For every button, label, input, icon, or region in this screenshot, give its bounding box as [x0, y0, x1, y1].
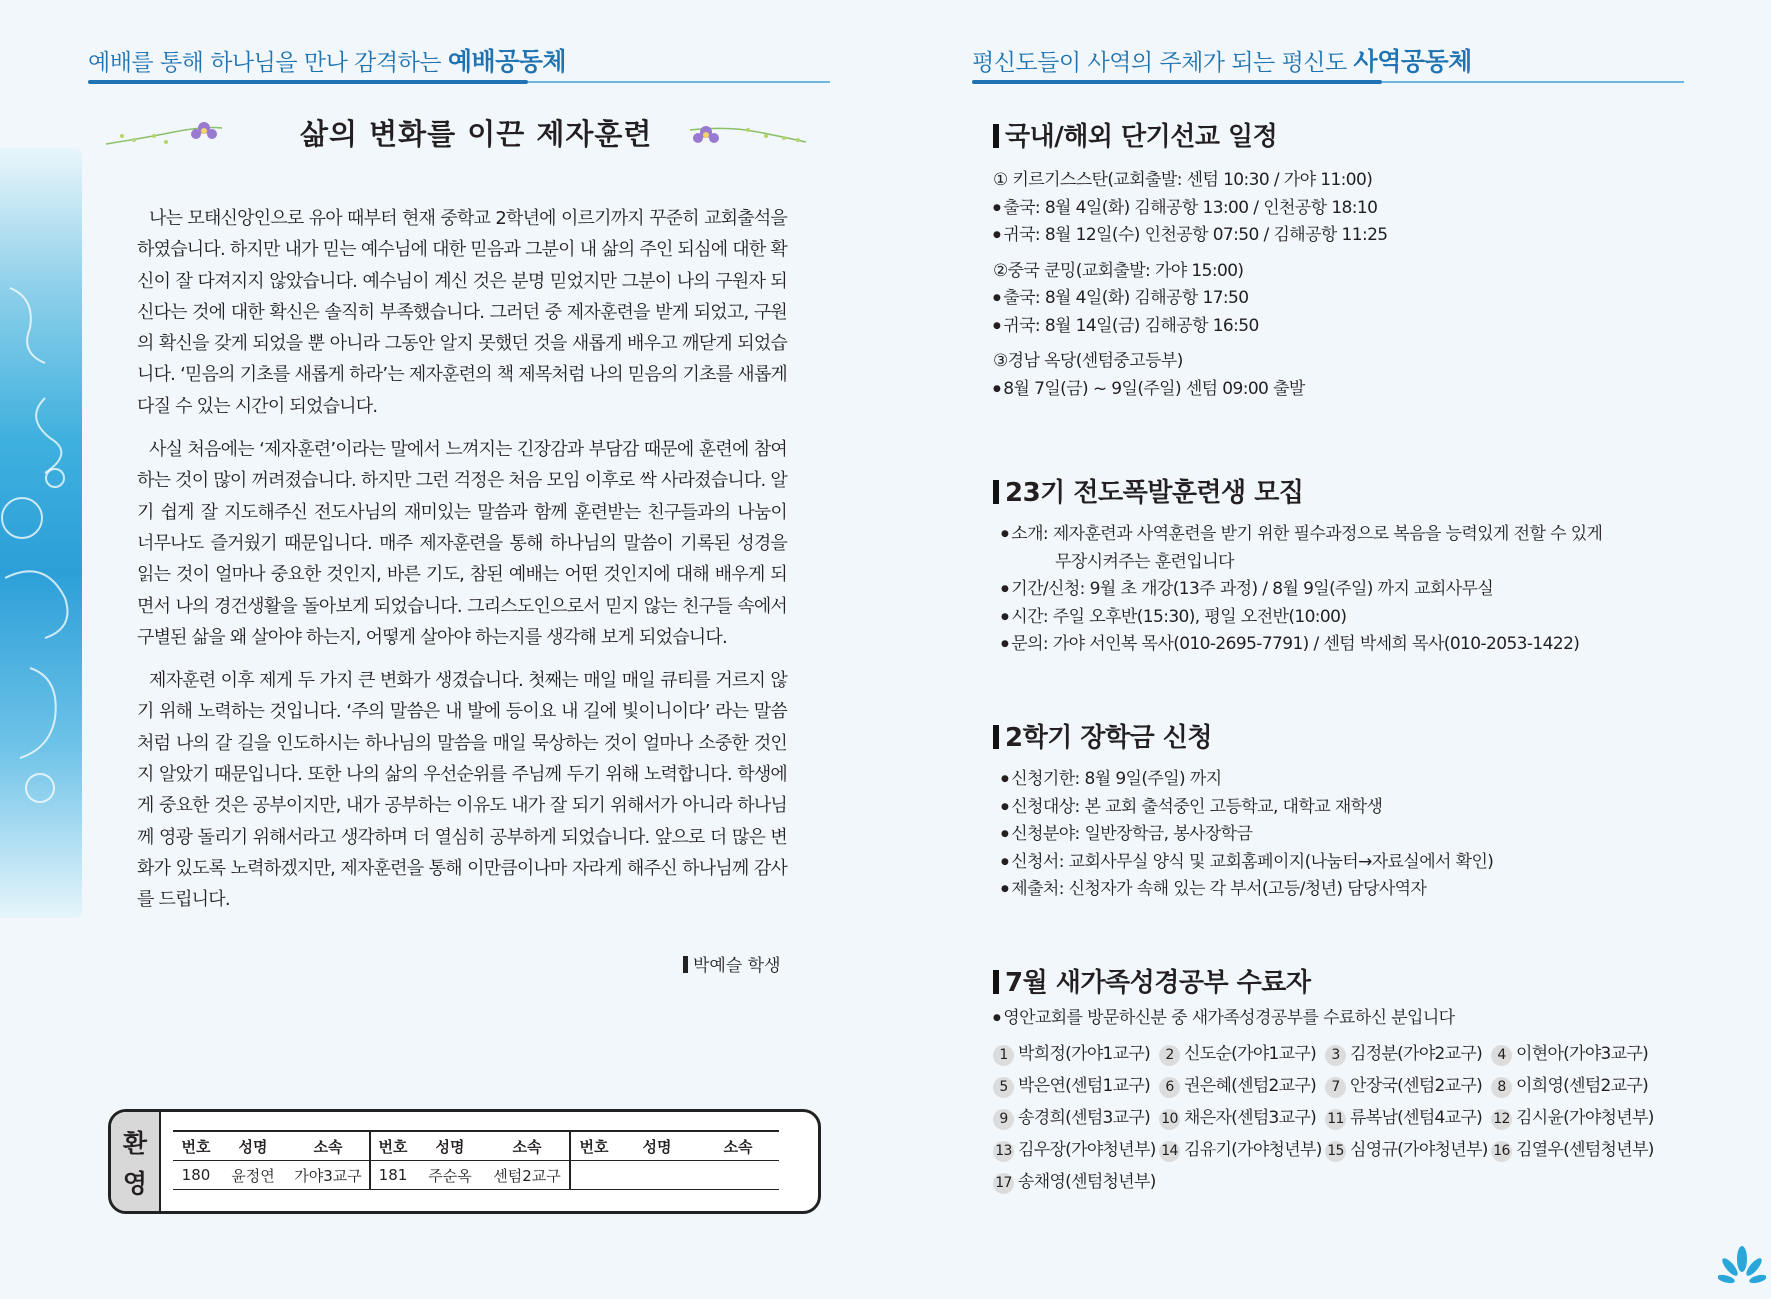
scholarship-item: ● 신청분야: 일반장학금, 봉사장학금 [993, 821, 1493, 849]
section-title: 7월 새가족성경공부 수료자 [993, 962, 1454, 999]
right-header-text: 평신도들이 사역의 주체가 되는 평신도 [972, 50, 1347, 76]
column-header: 성명 [219, 1131, 287, 1161]
right-header-bold: 사역공동체 [1353, 47, 1472, 76]
graduate-name: 김시윤(가야청년부) [1516, 1108, 1654, 1128]
evangelism-recruit-section [993, 472, 1602, 659]
graduate-name: 김유기(가야청년부) [1184, 1140, 1322, 1160]
section-title: 국내/해외 단기선교 일정 [993, 116, 1388, 153]
list-item [1325, 1103, 1491, 1135]
lotus-icon [1718, 1245, 1766, 1291]
list-item [1325, 1039, 1491, 1071]
list-item [1159, 1071, 1325, 1103]
welcome-label-char: 영 [122, 1169, 148, 1198]
graduate-name: 류복남(센텀4교구) [1350, 1108, 1483, 1128]
schedule-item: ● 귀국: 8월 14일(금) 김해공항 16:50 [993, 313, 1388, 341]
number-badge: 2 [1159, 1045, 1180, 1066]
graduate-name: 김정분(가야2교구) [1350, 1044, 1483, 1064]
schedule-group-head: ②중국 쿤밍(교회출발: 가야 15:00) [993, 260, 1244, 281]
table-row [173, 1161, 779, 1190]
number-badge: 16 [1491, 1141, 1512, 1162]
right-header-underline [972, 80, 1382, 84]
section-title: 23기 전도폭발훈련생 모집 [993, 472, 1602, 509]
graduate-name: 심영규(가야청년부) [1350, 1140, 1488, 1160]
graduate-name: 이희영(센텀2교구) [1516, 1076, 1649, 1096]
recruit-intro: ● 소개: 제자훈련과 사역훈련을 받기 위한 필수과정으로 복음을 능력있게 전할 수 있게 [993, 521, 1602, 549]
welcome-box [108, 1109, 821, 1214]
list-item [993, 1103, 1159, 1135]
welcome-table-header [173, 1131, 779, 1161]
graduate-name: 신도순(가야1교구) [1184, 1044, 1317, 1064]
number-badge: 13 [993, 1141, 1014, 1162]
number-badge: 8 [1491, 1077, 1512, 1098]
table-cell [570, 1161, 617, 1190]
article-title: 삶의 변화를 이끈 제자훈련 [300, 117, 653, 151]
graduate-name: 권은혜(센텀2교구) [1184, 1076, 1317, 1096]
flower-sprig-right-icon [688, 116, 808, 152]
list-item [1325, 1071, 1491, 1103]
number-badge: 6 [1159, 1077, 1180, 1098]
number-badge: 15 [1325, 1141, 1346, 1162]
scholarship-item: ● 제출처: 신청자가 속해 있는 각 부서(고등/청년) 담당사역자 [993, 876, 1493, 904]
graduates-intro: ● 영안교회를 방문하신분 중 새가족성경공부를 수료하신 분입니다 [993, 1005, 1454, 1033]
schedule-item: ● 귀국: 8월 12일(수) 인천공항 07:50 / 김해공항 11:25 [993, 222, 1388, 250]
left-section-header [88, 42, 830, 82]
list-item [993, 1071, 1159, 1103]
graduates-list [993, 1039, 1673, 1199]
list-item [1159, 1103, 1325, 1135]
table-cell: 가야3교구 [287, 1161, 370, 1190]
number-badge: 7 [1325, 1077, 1346, 1098]
left-header-underline-light [528, 81, 830, 83]
right-section-header [972, 42, 1714, 82]
graduate-name: 송채영(센텀청년부) [1018, 1172, 1156, 1192]
number-badge: 11 [1325, 1109, 1346, 1130]
left-header-text: 예배를 통해 하나님을 만나 감격하는 [88, 50, 442, 76]
column-header: 성명 [617, 1131, 697, 1161]
number-badge: 17 [993, 1173, 1014, 1194]
welcome-label-char: 환 [122, 1129, 148, 1158]
table-cell: 센텀2교구 [485, 1161, 570, 1190]
list-item [1159, 1135, 1325, 1167]
left-header-underline [88, 80, 528, 84]
number-badge: 12 [1491, 1109, 1512, 1130]
author-signature: 박예슬 학생 [683, 951, 781, 976]
graduate-name: 채은자(센텀3교구) [1184, 1108, 1317, 1128]
list-item [1325, 1135, 1491, 1167]
schedule-group-head: ③경남 옥당(센텀중고등부) [993, 351, 1183, 371]
mission-schedule-section [993, 116, 1388, 403]
decorative-water-strip [0, 148, 82, 918]
table-cell: 주순옥 [415, 1161, 485, 1190]
graduate-name: 안장국(센텀2교구) [1350, 1076, 1483, 1096]
number-badge: 4 [1491, 1045, 1512, 1066]
table-cell [617, 1161, 697, 1190]
column-header: 소속 [697, 1131, 779, 1161]
list-item [1159, 1039, 1325, 1071]
list-item [993, 1135, 1159, 1167]
number-badge: 10 [1159, 1109, 1180, 1130]
schedule-group-head: ① 키르기스스탄(교회출발: 센텀 10:30 / 가야 11:00) [993, 170, 1373, 190]
table-cell [697, 1161, 779, 1190]
recruit-item: ● 기간/신청: 9월 초 개강(13주 과정) / 8월 9일(주일) 까지 교회사무실 [993, 576, 1602, 604]
flower-sprig-left-icon [104, 116, 224, 152]
scholarship-item: ● 신청대상: 본 교회 출석중인 고등학교, 대학교 재학생 [993, 794, 1493, 822]
column-header: 소속 [485, 1131, 570, 1161]
scholarship-section [993, 717, 1493, 904]
number-badge: 5 [993, 1077, 1014, 1098]
column-header: 소속 [287, 1131, 370, 1161]
graduate-name: 이현아(가야3교구) [1516, 1044, 1649, 1064]
recruit-item: ● 문의: 가야 서인복 목사(010-2695-7791) / 센텀 박세희 목사(010-2053-1422) [993, 631, 1602, 659]
schedule-item: ● 8월 7일(금) ~ 9일(주일) 센텀 09:00 출발 [993, 376, 1388, 404]
table-cell: 180 [173, 1161, 219, 1190]
recruit-item: ● 시간: 주일 오후반(15:30), 평일 오전반(10:00) [993, 604, 1602, 632]
paragraph: 나는 모태신앙인으로 유아 때부터 현재 중학교 2학년에 이르기까지 꾸준히 교회출석을 하였습니다. 하지만 내가 믿는 예수님에 대한 믿음과 그분이 내 삶의 주인 되심에 대한 확신이 잘 다져지지 않았습니다. 예수님이 계신 것은 분명 믿었지만 그분이 나의 구원자 되신다는 것에 대한 확신은 솔직히 부족했습니다. 그러던 중 제자훈련을 받게 되었고, 구원의 확신을 갖게 되었을 뿐 아니라 그동안 알지 못했던 것을 새롭게 배우고 깨닫게 되었습니다. ‘믿음의 기초를 새롭게 하라’는 제자훈련의 책 제목처럼 나의 믿음의 기초를 새롭게 다질 수 있는 시간이 되었습니다. [137, 208, 787, 417]
right-header-underline-light [1382, 81, 1684, 83]
testimony-body [137, 203, 787, 928]
table-cell: 181 [370, 1161, 415, 1190]
left-header-bold: 예배공동체 [447, 47, 567, 76]
list-item [1491, 1135, 1657, 1167]
number-badge: 9 [993, 1109, 1014, 1130]
graduate-name: 송경희(센텀3교구) [1018, 1108, 1151, 1128]
welcome-table [173, 1130, 779, 1190]
scholarship-item: ● 신청서: 교회사무실 양식 및 교회홈페이지(나눔터→자료실에서 확인) [993, 849, 1493, 877]
list-item [1491, 1071, 1657, 1103]
column-header: 번호 [173, 1131, 219, 1161]
schedule-item: ● 출국: 8월 4일(화) 김해공항 13:00 / 인천공항 18:10 [993, 195, 1388, 223]
schedule-item: ● 출국: 8월 4일(화) 김해공항 17:50 [993, 285, 1388, 313]
recruit-intro-cont: 무장시켜주는 훈련입니다 [1055, 551, 1234, 572]
graduate-name: 김우장(가야청년부) [1018, 1140, 1156, 1160]
scholarship-item: ● 신청기한: 8월 9일(주일) 까지 [993, 766, 1493, 794]
section-title: 2학기 장학금 신청 [993, 717, 1493, 754]
list-item [1491, 1039, 1657, 1071]
number-badge: 1 [993, 1045, 1014, 1066]
table-cell: 윤정연 [219, 1161, 287, 1190]
list-item [993, 1167, 1159, 1199]
graduates-section [993, 962, 1454, 1033]
graduate-name: 김열우(센텀청년부) [1516, 1140, 1654, 1160]
column-header: 번호 [370, 1131, 415, 1161]
graduate-name: 박희정(가야1교구) [1018, 1044, 1151, 1064]
paragraph: 제자훈련 이후 제게 두 가지 큰 변화가 생겼습니다. 첫째는 매일 매일 큐티를 거르지 않기 위해 노력하는 것입니다. ‘주의 말씀은 내 발에 등이요 내 길에 빛이니이다’ 라는 말씀처럼 나의 갈 길을 인도하시는 하나님의 말씀을 매일 묵상하는 것이 얼마나 소중한 것인지 알았기 때문입니다. 또한 나의 삶의 우선순위를 주님께 두기 위해 노력합니다. 학생에게 중요한 것은 공부이지만, 내가 공부하는 이유도 내가 잘 되기 위해서가 아니라 하나님께 영광 돌리기 위해서라고 생각하며 더 열심히 공부하게 되었습니다. 앞으로 더 많은 변화가 있도록 노력하겠지만, 제자훈련을 통해 이만큼이나마 자라게 해주신 하나님께 감사를 드립니다. [137, 670, 787, 911]
graduate-name: 박은연(센텀1교구) [1018, 1076, 1151, 1096]
list-item [993, 1039, 1159, 1071]
number-badge: 3 [1325, 1045, 1346, 1066]
list-item [1491, 1103, 1657, 1135]
column-header: 성명 [415, 1131, 485, 1161]
welcome-label [111, 1112, 161, 1211]
column-header: 번호 [570, 1131, 617, 1161]
paragraph: 사실 처음에는 ‘제자훈련’이라는 말에서 느껴지는 긴장감과 부담감 때문에 훈련에 참여하는 것이 많이 꺼려졌습니다. 하지만 그런 걱정은 처음 모임 이후로 싹 사라졌습니다. 알기 쉽게 잘 지도해주신 전도사님의 재미있는 말씀과 함께 훈련받는 친구들과의 나눔이 너무나도 즐거웠기 때문입니다. 매주 제자훈련을 통해 하나님의 말씀이 기록된 성경을 읽는 것이 얼마나 중요한 것인지, 바른 기도, 참된 예배는 어떤 것인지에 대해 배우게 되면서 나의 경건생활을 돌아보게 되었습니다. 그리스도인으로서 믿지 않는 친구들 속에서 구별된 삶을 왜 살아야 하는지, 어떻게 살아야 하는지를 생각해 보게 되었습니다. [137, 439, 787, 648]
number-badge: 14 [1159, 1141, 1180, 1162]
